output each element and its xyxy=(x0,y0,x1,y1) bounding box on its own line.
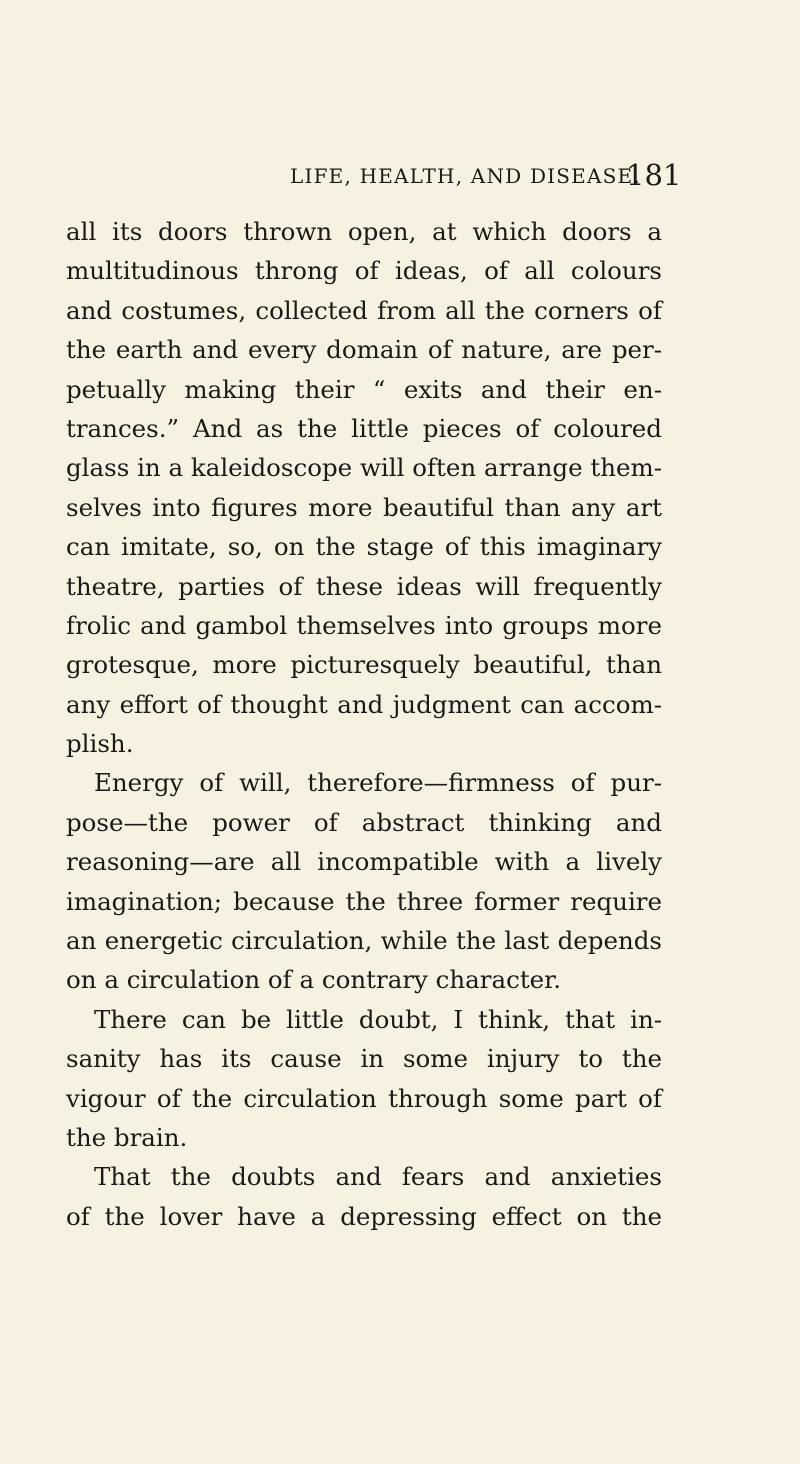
text-line: pose—the power of abstract thinking and xyxy=(66,807,662,837)
text-line: vigour of the circulation through some part of xyxy=(66,1083,662,1113)
text-line: trances.” And as the little pieces of coloured xyxy=(66,413,662,443)
text-line: frolic and gambol themselves into groups more xyxy=(66,610,662,640)
text-line: imagination; because the three former require xyxy=(66,886,662,916)
text-line: selves into figures more beautiful than any art xyxy=(66,492,662,522)
text-line: the brain. xyxy=(66,1122,188,1152)
text-line: and costumes, collected from all the corners of xyxy=(66,295,662,325)
text-line: any effort of thought and judgment can accom- xyxy=(66,689,662,719)
text-line: grotesque, more picturesquely beautiful, than xyxy=(66,650,662,680)
text-line: theatre, parties of these ideas will frequently xyxy=(66,571,662,601)
page-number: 181 xyxy=(626,158,682,192)
text-line: can imitate, so, on the stage of this imaginary xyxy=(66,532,662,562)
running-head-title: LIFE, HEALTH, AND DISEASE. xyxy=(290,164,641,188)
text-line: Energy of will, therefore—firmness of pur- xyxy=(94,768,662,798)
body-text xyxy=(66,212,662,1236)
text-line: the earth and every domain of nature, are per- xyxy=(66,335,662,365)
text-line: multitudinous throng of ideas, of all colours xyxy=(66,256,662,286)
running-head xyxy=(0,158,800,198)
text-line: all its doors thrown open, at which doors a xyxy=(66,217,662,246)
text-line: That the doubts and fears and anxieties xyxy=(94,1162,662,1192)
text-line: petually making their “ exits and their en- xyxy=(66,374,662,404)
text-line: There can be little doubt, I think, that in- xyxy=(94,1004,662,1034)
text-line: plish. xyxy=(66,729,134,759)
text-line: an energetic circulation, while the last depends xyxy=(66,926,662,956)
text-line: glass in a kaleidoscope will often arrange them- xyxy=(66,453,662,483)
text-line: reasoning—are all incompatible with a lively xyxy=(66,847,662,877)
text-line: on a circulation of a contrary character. xyxy=(66,965,561,995)
text-line: sanity has its cause in some injury to the xyxy=(66,1044,662,1074)
text-line: of the lover have a depressing effect on the xyxy=(66,1201,662,1231)
